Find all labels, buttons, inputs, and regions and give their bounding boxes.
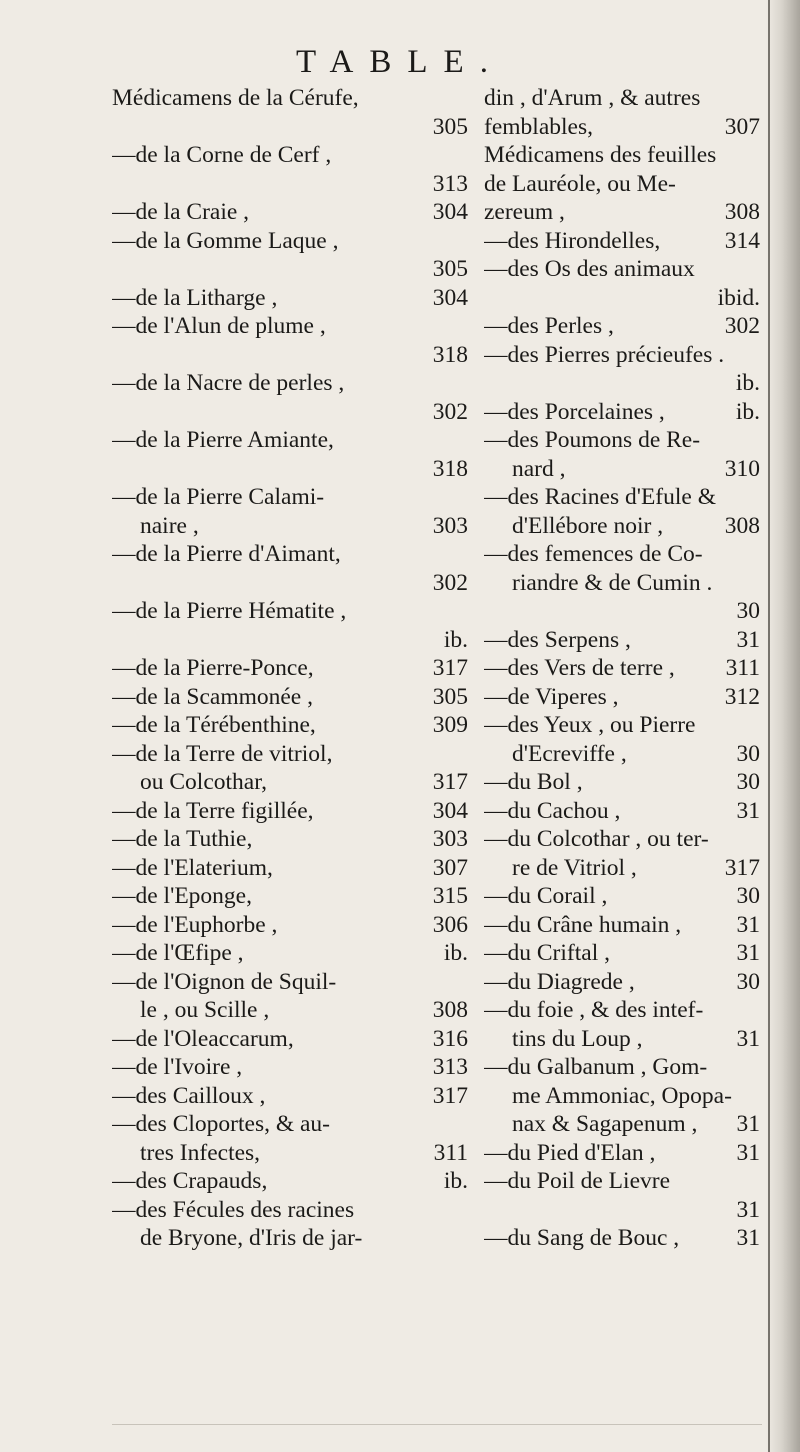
index-entry	[112, 996, 472, 1025]
entry-text: —de la Pierre Hématite ,	[112, 598, 347, 624]
index-entry	[112, 569, 472, 598]
entry-text: d'Ecreviffe ,	[512, 740, 627, 767]
index-entry	[112, 968, 472, 997]
entry-text: —du Criftal ,	[484, 940, 610, 966]
entry-page-number: 31	[736, 911, 760, 938]
index-entry	[484, 426, 764, 455]
index-entry	[484, 1110, 764, 1139]
entry-page-number: 303	[432, 826, 468, 852]
index-entry	[112, 1224, 472, 1253]
entry-page-number: 318	[432, 455, 468, 482]
entry-page-number: 312	[724, 683, 760, 710]
entry-page-number: 305	[432, 683, 468, 710]
entry-text: tins du Loup ,	[512, 1025, 643, 1052]
entry-text: —du foie , & des intef-	[484, 997, 704, 1023]
index-entry	[112, 1139, 472, 1168]
entry-page-number: ib.	[443, 940, 468, 966]
index-entry	[112, 227, 472, 256]
entry-text: —de la Gomme Laque ,	[112, 227, 339, 254]
entry-text: zereum ,	[484, 199, 565, 225]
index-entry	[484, 84, 764, 113]
entry-page-number: 316	[432, 1025, 468, 1052]
index-entry	[484, 683, 764, 712]
entry-text: —de la Terre de vitriol,	[112, 740, 333, 767]
index-entry	[484, 626, 764, 655]
index-entry	[484, 740, 764, 769]
index-entry	[112, 882, 472, 911]
index-entry	[484, 1167, 764, 1196]
entry-text: Médicamens de la Cérufe,	[112, 85, 359, 111]
index-entry	[112, 113, 472, 142]
entry-page-number: 31	[736, 1196, 760, 1223]
index-entry	[112, 683, 472, 712]
index-entry	[112, 455, 472, 484]
entry-page-number: 30	[736, 769, 760, 795]
index-entry	[484, 284, 764, 313]
entry-page-number: 30	[736, 883, 760, 909]
entry-text: —des Porcelaines ,	[484, 398, 665, 425]
index-entry	[112, 740, 472, 769]
entry-page-number: 31	[736, 1139, 760, 1166]
index-entry	[484, 996, 764, 1025]
entry-text: —des femences de Co-	[484, 541, 703, 567]
index-entry	[112, 626, 472, 655]
entry-text: —de l'Ivoire ,	[112, 1054, 243, 1080]
index-entry	[112, 141, 472, 170]
entry-text: —des Yeux , ou Pierre	[484, 712, 696, 738]
index-entry	[112, 369, 472, 398]
index-entry	[484, 939, 764, 968]
entry-text: —des Vers de terre ,	[484, 655, 675, 681]
entry-page-number: 311	[433, 1139, 468, 1166]
entry-page-number: 317	[432, 769, 468, 795]
index-entry	[484, 882, 764, 911]
index-entry	[112, 540, 472, 569]
entry-page-number: ibid.	[717, 284, 760, 311]
entry-text: —de la Nacre de perles ,	[112, 370, 345, 396]
entry-page-number: 30	[736, 740, 760, 767]
entry-page-number: 305	[432, 256, 468, 282]
index-entry	[484, 711, 764, 740]
index-entry	[484, 825, 764, 854]
entry-page-number: ib.	[443, 1168, 468, 1194]
index-entry	[484, 854, 764, 883]
index-entry	[112, 1025, 472, 1054]
entry-text: —de l'Oignon de Squil-	[112, 968, 337, 995]
bottom-rule	[112, 1424, 762, 1425]
index-entry	[484, 1139, 764, 1168]
index-entry	[484, 1224, 764, 1253]
index-entry	[484, 455, 764, 484]
entry-text: —du Colcothar , ou ter-	[484, 826, 709, 852]
entry-text: —des Os des animaux	[484, 256, 695, 282]
entry-page-number: 314	[724, 227, 760, 254]
entry-text: riandre & de Cumin .	[512, 569, 713, 596]
entry-text: —des Hirondelles,	[484, 227, 661, 254]
index-entry	[112, 1082, 472, 1111]
index-entry	[112, 768, 472, 797]
index-entry	[484, 1025, 764, 1054]
entry-text: —de la Craie ,	[112, 199, 250, 225]
entry-page-number: 31	[736, 1111, 760, 1137]
entry-page-number: 304	[432, 797, 468, 824]
entry-text: —des Poumons de Re-	[484, 427, 701, 453]
entry-text: —de l'Oleaccarum,	[112, 1025, 294, 1052]
index-entry	[484, 512, 764, 541]
entry-page-number: 313	[432, 1054, 468, 1080]
entry-page-number: 31	[736, 797, 760, 824]
page-gutter-shadow	[766, 0, 800, 1452]
entry-page-number: ib.	[735, 398, 760, 425]
index-entry	[484, 369, 764, 398]
index-entry	[112, 711, 472, 740]
index-entry	[112, 255, 472, 284]
entry-text: re de Vitriol ,	[512, 854, 637, 881]
index-entry	[484, 968, 764, 997]
entry-text: naire ,	[140, 512, 199, 539]
index-entry	[112, 1167, 472, 1196]
entry-page-number: 305	[432, 113, 468, 140]
index-entry	[484, 1196, 764, 1225]
entry-text: —de la Tuthie,	[112, 826, 253, 852]
entry-text: —de la Pierre d'Aimant,	[112, 541, 341, 567]
entry-page-number: 302	[724, 313, 760, 339]
entry-page-number: 317	[724, 854, 760, 881]
entry-page-number: 309	[432, 712, 468, 738]
entry-page-number: 304	[432, 199, 468, 225]
entry-text: —de la Pierre Calami-	[112, 484, 325, 510]
entry-text: me Ammoniac, Opopa-	[512, 1082, 732, 1109]
entry-page-number: 308	[432, 997, 468, 1023]
entry-page-number: 307	[432, 854, 468, 881]
index-entry	[484, 1053, 764, 1082]
entry-text: nax & Sagapenum ,	[512, 1111, 698, 1137]
entry-text: —de la Pierre Amiante,	[112, 427, 334, 453]
index-entry	[112, 654, 472, 683]
entry-page-number: 31	[736, 1025, 760, 1052]
entry-text: —du Crâne humain ,	[484, 911, 682, 938]
entry-page-number: 308	[724, 199, 760, 225]
index-entry	[112, 512, 472, 541]
index-entry	[112, 426, 472, 455]
index-entry	[112, 170, 472, 199]
index-entry	[484, 483, 764, 512]
entry-text: —des Perles ,	[484, 313, 614, 339]
entry-text: —du Corail ,	[484, 883, 608, 909]
entry-page-number: 306	[432, 911, 468, 938]
index-entry	[112, 84, 472, 113]
entry-page-number: 303	[432, 512, 468, 539]
entry-text: —des Fécules des racines	[112, 1196, 355, 1223]
index-entry	[484, 198, 764, 227]
entry-page-number: 315	[432, 883, 468, 909]
entry-text: —du Bol ,	[484, 769, 583, 795]
entry-text: —du Diagrede ,	[484, 968, 635, 995]
entry-text: —de l'Elaterium,	[112, 854, 273, 881]
entry-page-number: 31	[736, 1225, 760, 1251]
entry-page-number: 307	[724, 113, 760, 140]
index-entry	[112, 597, 472, 626]
index-entry	[484, 141, 764, 170]
entry-text: —des Cailloux ,	[112, 1082, 266, 1109]
entry-text: de Bryone, d'Iris de jar-	[140, 1225, 363, 1251]
entry-text: —de la Corne de Cerf ,	[112, 142, 332, 168]
entry-page-number: 308	[724, 512, 760, 539]
index-entry	[484, 341, 764, 370]
index-entry	[112, 312, 472, 341]
index-entry	[484, 113, 764, 142]
index-entry	[484, 398, 764, 427]
entry-text: —du Poil de Lievre	[484, 1168, 671, 1194]
entry-page-number: ib.	[735, 370, 760, 396]
entry-text: Médicamens des feuilles	[484, 142, 717, 168]
entry-page-number: 302	[432, 398, 468, 425]
index-entry	[112, 911, 472, 940]
entry-text: femblables,	[484, 113, 593, 140]
index-entry	[484, 227, 764, 256]
entry-text: —de la Pierre-Ponce,	[112, 655, 314, 681]
index-entry	[484, 312, 764, 341]
entry-page-number: 311	[725, 655, 760, 681]
entry-text: —de l'Eponge,	[112, 883, 252, 909]
entry-text: —des Serpens ,	[484, 626, 631, 653]
index-entry	[112, 854, 472, 883]
entry-page-number: 317	[432, 1082, 468, 1109]
index-entry	[112, 797, 472, 826]
index-entry	[112, 398, 472, 427]
entry-page-number: 30	[736, 598, 760, 624]
index-entry	[112, 1196, 472, 1225]
entry-text: —des Crapauds,	[112, 1168, 268, 1194]
entry-page-number: 30	[736, 968, 760, 995]
entry-text: —des Cloportes, & au-	[112, 1111, 330, 1137]
entry-text: —du Galbanum , Gom-	[484, 1054, 708, 1080]
page-edge	[768, 0, 770, 1452]
entry-text: —des Pierres précieufes .	[484, 341, 725, 368]
index-column-left	[112, 84, 472, 1253]
entry-text: —de l'Œfipe ,	[112, 940, 244, 966]
entry-page-number: 310	[724, 455, 760, 482]
index-entry	[112, 284, 472, 313]
entry-text: —du Cachou ,	[484, 797, 621, 824]
index-entry	[484, 597, 764, 626]
entry-text: de Lauréole, ou Me-	[484, 170, 676, 197]
entry-text: —du Pied d'Elan ,	[484, 1139, 656, 1166]
entry-page-number: 313	[432, 170, 468, 197]
entry-page-number: 31	[736, 626, 760, 653]
page-header: TABLE.	[296, 44, 504, 80]
entry-text: —des Racines d'Efule &	[484, 484, 716, 510]
index-entry	[112, 341, 472, 370]
index-entry	[484, 654, 764, 683]
entry-text: —de la Terre figillée,	[112, 797, 314, 824]
index-column-right	[484, 84, 764, 1253]
index-entry	[112, 483, 472, 512]
entry-page-number: 302	[432, 569, 468, 596]
entry-text: —du Sang de Bouc ,	[484, 1225, 680, 1251]
entry-text: d'Ellébore noir ,	[512, 512, 664, 539]
index-entry	[112, 1053, 472, 1082]
index-entry	[484, 768, 764, 797]
index-entry	[112, 1110, 472, 1139]
entry-page-number: 317	[432, 655, 468, 681]
entry-text: —de l'Euphorbe ,	[112, 911, 278, 938]
entry-text: le , ou Scille ,	[140, 997, 270, 1023]
entry-text: —de l'Alun de plume ,	[112, 313, 326, 339]
index-entry	[484, 255, 764, 284]
index-entry	[484, 911, 764, 940]
entry-text: —de la Térébenthine,	[112, 712, 316, 738]
index-entry	[484, 170, 764, 199]
entry-page-number: 304	[432, 284, 468, 311]
entry-page-number: 31	[736, 940, 760, 966]
entry-text: ou Colcothar,	[140, 769, 267, 795]
entry-text: nard ,	[512, 455, 566, 482]
index-entry	[112, 198, 472, 227]
index-entry	[484, 797, 764, 826]
index-entry	[112, 939, 472, 968]
index-entry	[484, 1082, 764, 1111]
entry-text: —de Viperes ,	[484, 683, 619, 710]
index-entry	[484, 569, 764, 598]
entry-text: —de la Scammonée ,	[112, 683, 313, 710]
index-entry	[112, 825, 472, 854]
index-entry	[484, 540, 764, 569]
entry-text: tres Infectes,	[140, 1139, 261, 1166]
entry-text: din , d'Arum , & autres	[484, 85, 701, 111]
entry-page-number: ib.	[443, 626, 468, 653]
entry-page-number: 318	[432, 341, 468, 368]
entry-text: —de la Litharge ,	[112, 284, 278, 311]
